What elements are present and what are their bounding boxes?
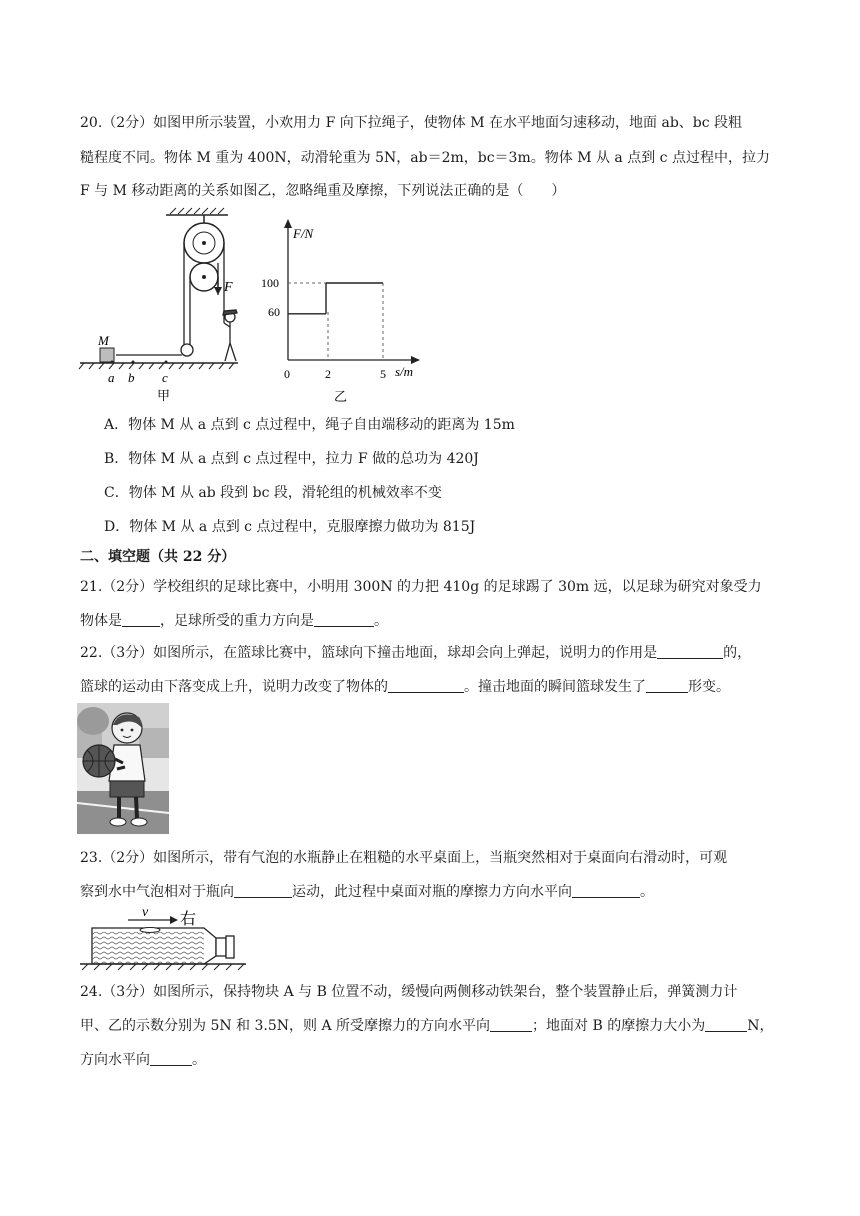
q20-line-3: F 与 M 移动距离的关系如图乙，忽略绳重及摩擦，下列说法正确的是（ ） [80, 183, 566, 199]
q24-line-2 [80, 1015, 774, 1037]
x-tick-2: 2 [325, 367, 331, 381]
q20-option-b: B．物体 M 从 a 点到 c 点过程中，拉力 F 做的总功为 420J [104, 451, 479, 467]
q22-text-a: 22.（3分）如图所示，在篮球比赛中，篮球向下撞击地面，球却会向上弹起，说明力的作用是 [80, 645, 658, 661]
q22-text-c: 篮球的运动由下落变成上升，说明力改变了物体的 [80, 679, 388, 695]
answer-blank[interactable] [122, 612, 160, 627]
x-tick-5: 5 [380, 367, 386, 381]
answer-blank[interactable] [388, 678, 464, 693]
q24-line-1: 24.（3分）如图所示，保持物块 A 与 B 位置不动，缓慢向两侧移动铁架台，整个装置静止后，弹簧测力计 [80, 984, 738, 1000]
x-tick-0: 0 [284, 367, 290, 381]
answer-blank[interactable] [705, 1017, 747, 1032]
label-b: b [128, 370, 135, 385]
x-axis-label: s/m [395, 364, 414, 379]
q24-text-f: 。 [192, 1052, 206, 1068]
label-a: a [108, 370, 115, 385]
caption-yi: 乙 [334, 389, 348, 404]
direction-label: 右 [180, 911, 197, 928]
label-F: F [224, 280, 233, 295]
q23-text-c: 运动，此过程中桌面对瓶的摩擦力方向水平向 [292, 884, 572, 900]
q23-line-1: 23.（2分）如图所示，带有气泡的水瓶静止在粗糙的水平桌面上，当瓶突然相对于桌面向右滑动时，可观 [80, 850, 728, 866]
q24-text-c: ；地面对 B 的摩擦力大小为 [532, 1018, 706, 1034]
q21-line-2 [80, 610, 388, 632]
label-c: c [162, 370, 168, 385]
answer-blank[interactable] [490, 1017, 532, 1032]
force-distance-graph [255, 218, 430, 405]
q23-text-d: 。 [640, 884, 654, 900]
q20-option-d: D．物体 M 从 a 点到 c 点过程中，克服摩擦力做功为 815J [104, 519, 476, 535]
q24-line-3 [80, 1049, 206, 1071]
velocity-label: v [142, 905, 149, 920]
pulley-diagram [78, 205, 243, 405]
answer-blank[interactable] [314, 612, 374, 627]
answer-blank[interactable] [150, 1051, 192, 1066]
q22-text-d: 。撞击地面的瞬间篮球发生了 [464, 679, 646, 695]
q20-option-c: C．物体 M 从 ab 段到 bc 段，滑轮组的机械效率不变 [104, 485, 442, 501]
q24-text-e: 方向水平向 [80, 1052, 150, 1068]
q23-text-b: 察到水中气泡相对于瓶向 [80, 884, 234, 900]
q20-option-a: A．物体 M 从 a 点到 c 点过程中，绳子自由端移动的距离为 15m [104, 417, 515, 433]
label-M: M [98, 333, 109, 348]
q22-line-1 [80, 642, 751, 664]
q24-text-b: 甲、乙的示数分别为 5N 和 3.5N，则 A 所受摩擦力的方向水平向 [80, 1018, 491, 1034]
q24-text-d: N， [747, 1018, 774, 1034]
answer-blank[interactable] [572, 883, 640, 898]
answer-blank[interactable] [234, 883, 292, 898]
q21-text-b: 物体是 [80, 613, 122, 629]
q22-text-e: 形变。 [688, 679, 730, 695]
y-tick-100: 100 [261, 276, 279, 290]
basketball-player-image [77, 703, 169, 834]
q21-text-d: 。 [374, 613, 388, 629]
q20-line-1: 20.（2分）如图甲所示装置，小欢用力 F 向下拉绳子，使物体 M 在水平地面匀速移动，地面 ab、bc 段粗 [80, 115, 743, 131]
q20-line-2: 糙程度不同。物体 M 重为 400N，动滑轮重为 5N，ab＝2m，bc＝3m。物体 M 从 a 点到 c 点过程中，拉力 [80, 150, 770, 166]
q22-text-b: 的， [723, 645, 752, 661]
section-title: 二、填空题（共 22 分） [80, 549, 236, 565]
caption-jia: 甲 [157, 388, 171, 403]
q21-line-1: 21.（2分）学校组织的足球比赛中，小明用 300N 的力把 410g 的足球踢了 30m 远，以足球为研究对象受力 [80, 579, 762, 595]
y-axis-label: F/N [293, 226, 314, 241]
answer-blank[interactable] [646, 678, 688, 693]
q21-text-c: ，足球所受的重力方向是 [160, 613, 314, 629]
person-figure [223, 310, 237, 361]
y-tick-60: 60 [268, 305, 280, 319]
water-bottle-figure [78, 900, 248, 975]
q22-line-2 [80, 676, 730, 698]
answer-blank[interactable] [657, 644, 723, 659]
